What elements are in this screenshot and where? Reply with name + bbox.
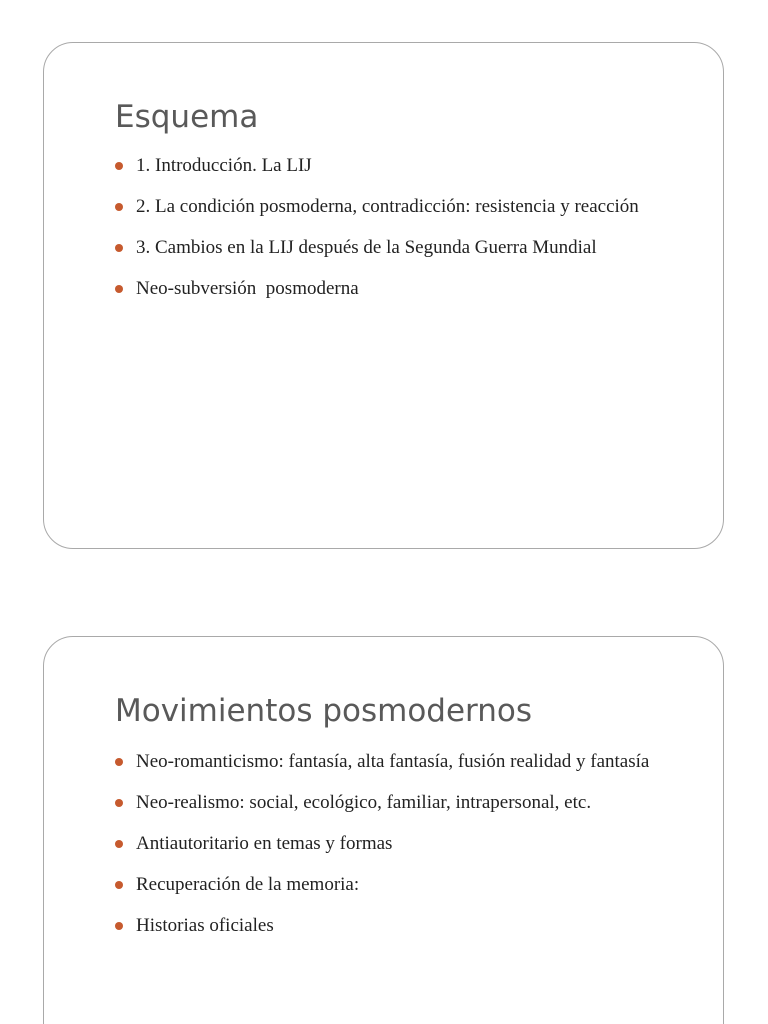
bullet-text: 3. Cambios en la LIJ después de la Segunda Guerra Mundial [136, 237, 597, 258]
slide-title: Movimientos posmodernos [115, 693, 533, 729]
bullet-text: Recuperación de la memoria: [136, 874, 360, 895]
bullet-dot-icon [115, 244, 123, 252]
bullet-dot-icon [115, 162, 123, 170]
bullet-text: 2. La condición posmoderna, contradicción: resistencia y reacción [136, 196, 639, 217]
slide-esquema [43, 42, 724, 549]
bullet-text: Antiautoritario en temas y formas [136, 833, 393, 854]
bullet-list [115, 747, 685, 952]
bullet-dot-icon [115, 285, 123, 293]
bullet-item [115, 274, 685, 304]
bullet-text: 1. Introducción. La LIJ [136, 155, 312, 176]
bullet-item [115, 192, 685, 222]
bullet-text: Neo-romanticismo: fantasía, alta fantasía, fusión realidad y fantasía [136, 751, 650, 772]
bullet-text: Neo-subversión posmoderna [136, 278, 359, 299]
bullet-list [115, 151, 685, 315]
slide-title: Esquema [115, 99, 259, 135]
bullet-item [115, 747, 685, 777]
bullet-dot-icon [115, 881, 123, 889]
bullet-dot-icon [115, 758, 123, 766]
bullet-dot-icon [115, 799, 123, 807]
bullet-item [115, 151, 685, 181]
bullet-text: Neo-realismo: social, ecológico, familiar, intrapersonal, etc. [136, 792, 592, 813]
bullet-dot-icon [115, 203, 123, 211]
slide-movimientos-posmodernos [43, 636, 724, 1024]
bullet-item [115, 911, 685, 941]
bullet-dot-icon [115, 840, 123, 848]
bullet-item [115, 870, 685, 900]
bullet-item [115, 788, 685, 818]
bullet-dot-icon [115, 922, 123, 930]
bullet-text: Historias oficiales [136, 915, 274, 936]
bullet-item [115, 233, 685, 263]
bullet-item [115, 829, 685, 859]
